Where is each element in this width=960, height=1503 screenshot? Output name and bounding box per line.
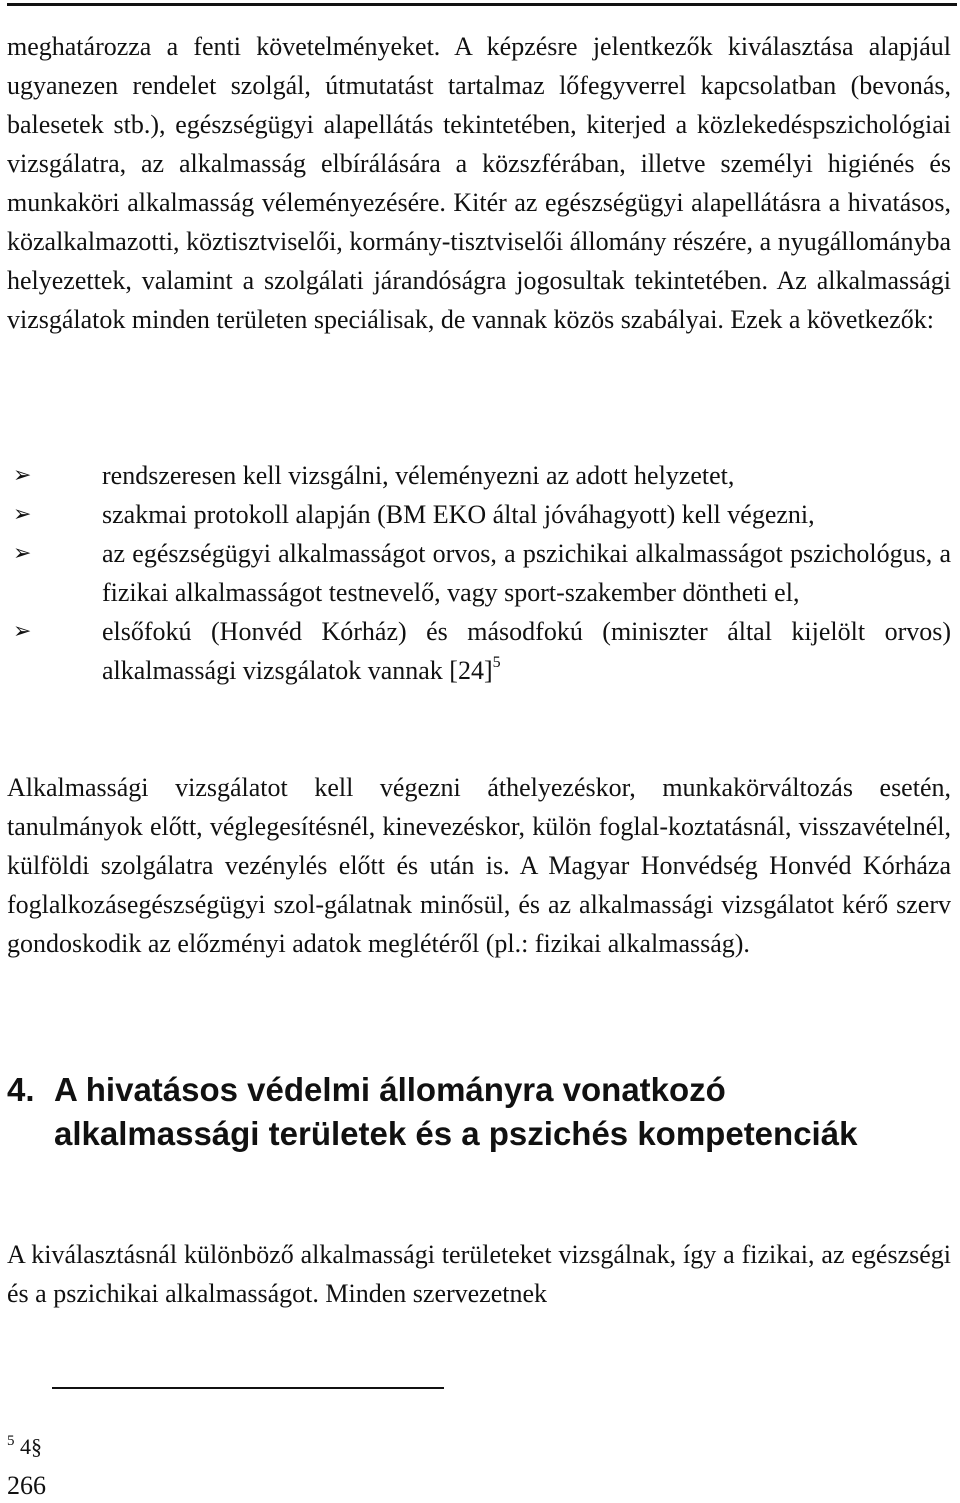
footnote-text: 4§ <box>20 1434 42 1459</box>
top-rule <box>7 3 957 6</box>
section-heading <box>7 1068 907 1156</box>
list-item-text: elsőfokú (Honvéd Kórház) és másodfokú (miniszter által kijelölt orvos) alkalmassági vizsgálatok vannak [24] <box>102 617 951 685</box>
section-number: 4. <box>7 1071 35 1108</box>
list-item-text: rendszeresen kell vizsgálni, véleményezni az adott helyzetet, <box>102 461 735 490</box>
list-item <box>7 456 951 495</box>
arrow-bullet-icon: ➢ <box>13 463 32 488</box>
list-item-text: szakmai protokoll alapján (BM EKO által jóváhagyott) kell végezni, <box>102 500 815 529</box>
list-item <box>7 534 951 612</box>
section-title: A hivatásos védelmi állományra vonatkozó alkalmassági területek és a pszichés kompetenciák <box>54 1071 858 1152</box>
list-item <box>7 495 951 534</box>
paragraph-selection: A kiválasztásnál különböző alkalmassági területeket vizsgálnak, így a fizikai, az egészségi és a pszichikai alkalmasságot. Minden szervezetnek <box>7 1240 951 1308</box>
page-number: 266 <box>7 1471 46 1500</box>
footnote-separator <box>52 1387 444 1389</box>
paragraph-intro: meghatározza a fenti követelményeket. A képzésre jelentkezők kiválasztása alapjául ugyanezen rendelet szolgál, útmutatást tartalmaz lőfegyverrel kapcsolatban (bevonás, balesetek stb.), egészségügyi alapellátás tekintetében, kiterjed a közlekedéspszichológiai vizsgálatra, az alkalmasság elbírálására a közszférában, illetve személyi higiénés és munkaköri alkalmasság véleményezésére. Kitér az egészségügyi alapellátásra a hivatásos, közalkalmazotti, köztisztviselői, kormány-tisztviselői állomány részére, a nyugállományba helyezettek, valamint a szolgálati járandóságra jogosultak tekintetében. Az alkalmassági vizsgálatok minden területen speciálisak, de vannak közös szabályai. Ezek a következők: <box>7 32 951 334</box>
footnote-mark: 5 <box>7 1433 15 1449</box>
footnote-reference[interactable]: 5 <box>492 654 501 671</box>
list-item <box>7 612 951 690</box>
paragraph-examinations: Alkalmassági vizsgálatot kell végezni áthelyezéskor, munkakörváltozás esetén, tanulmányok előtt, véglegesítésnél, kinevezéskor, külön foglal-koztatásnál, visszavételnél, külföldi szolgálatra vezénylés előtt és után is. A Magyar Honvédség Honvéd Kórháza foglalkozásegészségügyi szol-gálatnak minősül, és az alkalmassági vizsgálatot kérő szerv gondoskodik az előzményi adatok meglétéről (pl.: fizikai alkalmasság). <box>7 773 951 958</box>
footnote <box>7 1434 42 1460</box>
list-item-text: az egészségügyi alkalmasságot orvos, a pszichikai alkalmasságot pszichológus, a fizikai alkalmasságot testnevelő, vagy sport-szakember döntheti el, <box>102 539 951 607</box>
requirements-list <box>7 456 951 690</box>
arrow-bullet-icon: ➢ <box>13 541 32 566</box>
arrow-bullet-icon: ➢ <box>13 619 32 644</box>
arrow-bullet-icon: ➢ <box>13 502 32 527</box>
